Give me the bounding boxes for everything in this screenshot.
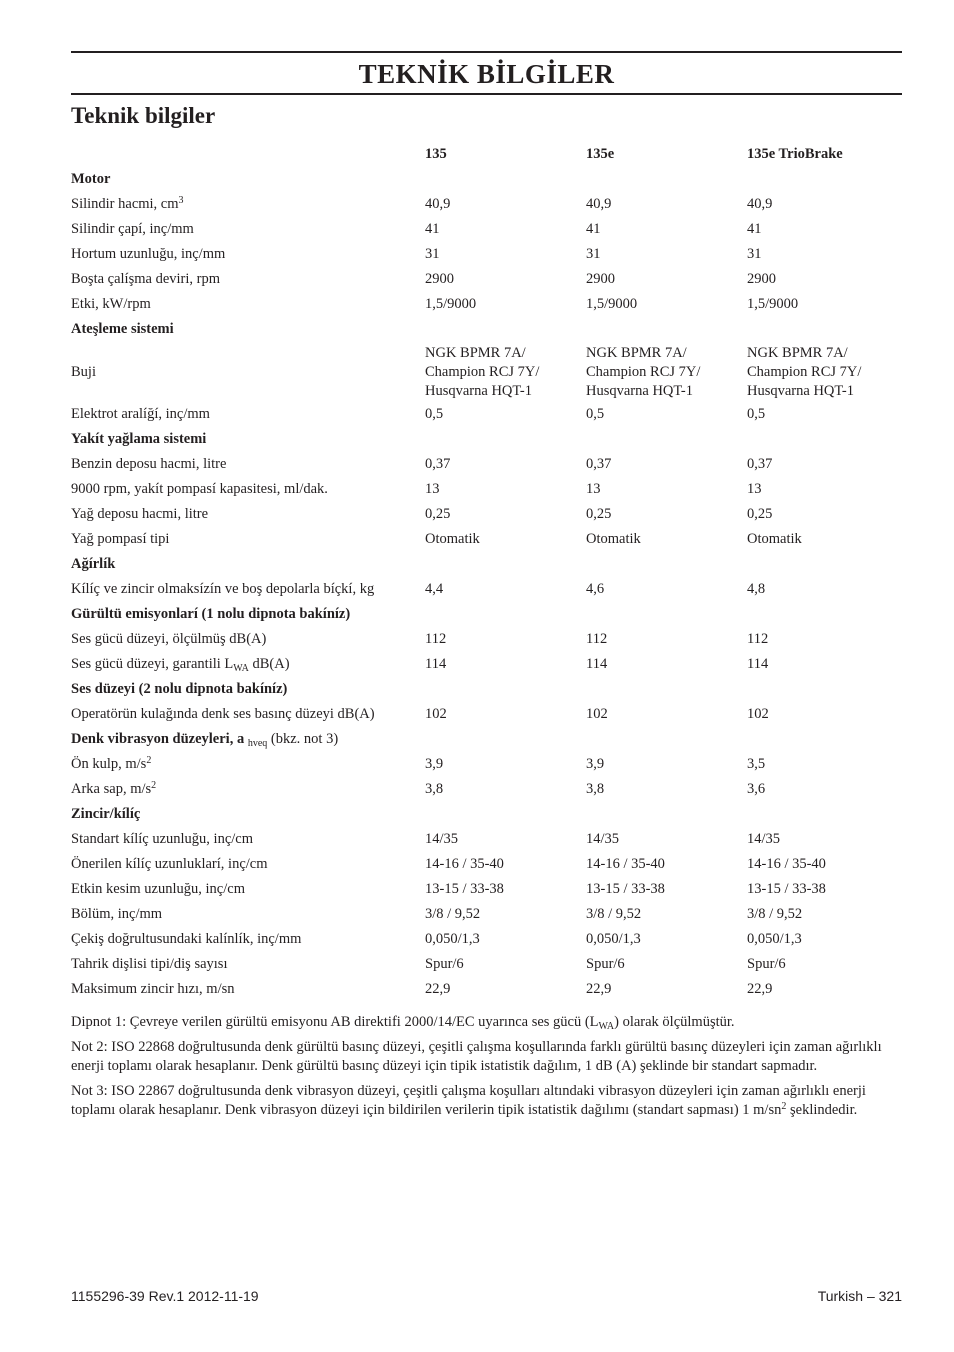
cell: 3/8 / 9,52 [747, 906, 803, 922]
cell: 2900 [747, 271, 776, 287]
cell: 102 [747, 706, 769, 722]
table-row [71, 577, 902, 602]
group-heading [71, 802, 902, 827]
footnote-text: Dipnot 1: Çevreye verilen gürültü emisyonu AB direktifi 2000/14/EC uyarınca ses gücü (L [71, 1014, 599, 1030]
row-label [71, 756, 425, 773]
table-row [71, 292, 902, 317]
table-row [71, 217, 902, 242]
cell: 112 [747, 631, 769, 647]
cell: 0,37 [747, 456, 773, 472]
group-heading [71, 317, 902, 342]
label-sup: 3 [178, 195, 184, 206]
cell: Otomatik [747, 531, 802, 547]
cell: 3,9 [586, 756, 605, 772]
group-title-tail: (bkz. not 3) [267, 730, 339, 747]
cell: 31 [586, 246, 601, 262]
group-heading [71, 602, 902, 627]
row-label: Operatörün kulağında denk ses basınç düzeyi dB(A) [71, 706, 375, 722]
cell: 0,5 [747, 406, 766, 422]
table-row [71, 902, 902, 927]
row-label: Önerilen kílíç uzunluklarí, inç/cm [71, 856, 268, 872]
row-label [71, 656, 425, 673]
cell: 22,9 [586, 981, 612, 997]
group-heading [71, 552, 902, 577]
row-label [71, 781, 425, 798]
group-title-sub: hveq [247, 737, 268, 749]
table-row [71, 627, 902, 652]
table-header-row [71, 142, 902, 167]
row-label: 9000 rpm, yakít pompasí kapasitesi, ml/dak. [71, 481, 328, 497]
table-row [71, 702, 902, 727]
cell: 112 [425, 631, 447, 647]
cell: 4,6 [586, 581, 605, 597]
table-row [71, 342, 902, 402]
cell: 3,9 [425, 756, 444, 772]
cell: 1,5/9000 [747, 296, 799, 312]
cell: 13-15 / 33-38 [586, 881, 665, 897]
cell: 40,9 [747, 196, 773, 212]
group-heading [71, 677, 902, 702]
cell: 14/35 [747, 831, 781, 847]
table-row [71, 752, 902, 777]
cell: NGK BPMR 7A/ Champion RCJ 7Y/ Husqvarna HQT-1 [425, 344, 540, 399]
table-row [71, 652, 902, 677]
cell: NGK BPMR 7A/ Champion RCJ 7Y/ Husqvarna HQT-1 [747, 344, 862, 399]
label-text: Ses gücü düzeyi, garantili L [71, 656, 234, 672]
row-label: Benzin deposu hacmi, litre [71, 456, 227, 472]
cell: NGK BPMR 7A/ Champion RCJ 7Y/ Husqvarna HQT-1 [586, 344, 701, 399]
table-row [71, 852, 902, 877]
cell: 2900 [586, 271, 615, 287]
cell: 40,9 [425, 196, 451, 212]
page-number: Turkish – 321 [817, 1288, 902, 1304]
row-label: Yağ deposu hacmi, litre [71, 506, 209, 522]
table-row [71, 402, 902, 427]
cell: 3,8 [586, 781, 605, 797]
table-row [71, 527, 902, 552]
table-row [71, 877, 902, 902]
cell: 3,6 [747, 781, 766, 797]
group-heading [71, 167, 902, 192]
cell: 0,37 [425, 456, 451, 472]
group-title [71, 731, 338, 749]
header-rule-top [71, 51, 902, 53]
column-header: 135 [425, 146, 447, 162]
footnote-2: Not 2: ISO 22868 doğrultusunda denk gürültü basınç düzeyi, çeşitli çalışma koşullarında farklı gürültü basınç düzeyleri için zaman ağırlıklı enerji toplamı olarak hesaplanır. Denk gürültü basınç düzeyi için tipik istatistik dağılım, 1 dB (A) şeklinde bir standart sapmadır. [71, 1039, 882, 1074]
table-row [71, 927, 902, 952]
row-label: Çekiş doğrultusundaki kalínlík, inç/mm [71, 931, 302, 947]
cell: 1,5/9000 [586, 296, 638, 312]
cell: 102 [586, 706, 608, 722]
table-row [71, 777, 902, 802]
cell: 31 [747, 246, 762, 262]
cell: 2900 [425, 271, 454, 287]
table-row [71, 977, 902, 1002]
document-id: 1155296-39 Rev.1 2012-11-19 [71, 1288, 259, 1304]
group-title-text: Denk vibrasyon düzeyleri, a [71, 730, 248, 747]
row-label: Bölüm, inç/mm [71, 906, 163, 922]
cell: 3/8 / 9,52 [586, 906, 642, 922]
cell: 14/35 [425, 831, 459, 847]
label-sup: 2 [146, 755, 152, 766]
cell: 41 [586, 221, 601, 237]
row-label [71, 196, 425, 213]
label-sub: WA [233, 663, 249, 674]
cell: 22,9 [425, 981, 451, 997]
group-heading [71, 427, 902, 452]
row-label: Kílíç ve zincir olmaksízín ve boş depolarla bíçkí, kg [71, 581, 375, 597]
cell: 14-16 / 35-40 [425, 856, 504, 872]
cell: 14-16 / 35-40 [747, 856, 826, 872]
cell: 13-15 / 33-38 [747, 881, 826, 897]
footnote-1 [71, 1013, 902, 1032]
cell: 13 [425, 481, 440, 497]
cell: 0,37 [586, 456, 612, 472]
cell: 3,8 [425, 781, 444, 797]
footnotes [71, 1013, 902, 1126]
row-label: Tahrik dişlisi tipi/diş sayısı [71, 956, 228, 972]
group-title: Gürültü emisyonlarí (1 nolu dipnota bakíníz) [71, 606, 351, 622]
footnote-text: şeklindedir. [786, 1102, 858, 1118]
table-row [71, 477, 902, 502]
table-row [71, 192, 902, 217]
cell: 0,25 [747, 506, 773, 522]
row-label: Etki, kW/rpm [71, 296, 151, 312]
cell: 13 [586, 481, 601, 497]
group-title: Ses düzeyi (2 nolu dipnota bakíníz) [71, 681, 288, 697]
footnote-text: ) olarak ölçülmüştür. [614, 1014, 735, 1030]
cell: 0,25 [425, 506, 451, 522]
table-row [71, 827, 902, 852]
cell: 114 [586, 656, 608, 672]
row-label: Standart kílíç uzunluğu, inç/cm [71, 831, 254, 847]
cell: 0,25 [586, 506, 612, 522]
row-label: Etkin kesim uzunluğu, inç/cm [71, 881, 245, 897]
cell: 14-16 / 35-40 [586, 856, 665, 872]
cell: 41 [425, 221, 440, 237]
footnote-3 [71, 1082, 902, 1120]
label-text: dB(A) [248, 656, 290, 672]
cell: 102 [425, 706, 447, 722]
spec-table [71, 142, 902, 1002]
column-header: 135e [586, 146, 615, 162]
cell: Otomatik [586, 531, 641, 547]
table-row [71, 242, 902, 267]
row-label: Silindir çapí, inç/mm [71, 221, 194, 237]
label-sup: 2 [151, 780, 157, 791]
label-text: Silindir hacmi, cm [71, 196, 179, 212]
cell: 0,5 [586, 406, 605, 422]
cell: 40,9 [586, 196, 612, 212]
label-text: Arka sap, m/s [71, 781, 152, 797]
group-title: Yakít yağlama sistemi [71, 431, 207, 447]
cell: Spur/6 [586, 956, 625, 972]
cell: 1,5/9000 [425, 296, 477, 312]
cell: 13 [747, 481, 762, 497]
table-row [71, 502, 902, 527]
row-label: Ses gücü düzeyi, ölçülmüş dB(A) [71, 631, 267, 647]
cell: 0,050/1,3 [586, 931, 641, 947]
cell: 0,5 [425, 406, 444, 422]
label-text: Ön kulp, m/s [71, 756, 147, 772]
cell: 22,9 [747, 981, 773, 997]
row-label: Boşta çalíşma deviri, rpm [71, 271, 220, 287]
table-row [71, 952, 902, 977]
cell: 31 [425, 246, 440, 262]
column-header: 135e TrioBrake [747, 146, 843, 162]
cell: Spur/6 [425, 956, 464, 972]
cell: 112 [586, 631, 608, 647]
cell: 14/35 [586, 831, 620, 847]
cell: 4,4 [425, 581, 444, 597]
row-label: Hortum uzunluğu, inç/mm [71, 246, 226, 262]
cell: 4,8 [747, 581, 766, 597]
table-row [71, 267, 902, 292]
row-label: Buji [71, 363, 96, 380]
page-title: TEKNİK BİLGİLER [358, 59, 615, 89]
row-label: Elektrot aralíğí, inç/mm [71, 406, 210, 422]
group-heading [71, 727, 902, 752]
cell: 3/8 / 9,52 [425, 906, 481, 922]
cell: 13-15 / 33-38 [425, 881, 504, 897]
header-rule-bottom [71, 93, 902, 95]
row-label: Maksimum zincir hızı, m/sn [71, 981, 235, 997]
cell: Otomatik [425, 531, 480, 547]
cell: 0,050/1,3 [425, 931, 480, 947]
cell: 3,5 [747, 756, 766, 772]
group-title: Zincir/kílíç [71, 806, 141, 822]
cell: 0,050/1,3 [747, 931, 802, 947]
footnote-sub: WA [598, 1021, 615, 1032]
cell: 114 [747, 656, 769, 672]
group-title: Ağírlík [71, 556, 116, 572]
row-label: Yağ pompasí tipi [71, 531, 170, 547]
table-row [71, 452, 902, 477]
group-title: Ateşleme sistemi [71, 321, 174, 337]
section-title: Teknik bilgiler [71, 103, 216, 128]
footnote-text: Not 3: ISO 22867 doğrultusunda denk vibrasyon düzeyi, çeşitli çalışma koşulları altındaki vibrasyon düzeyleri için zaman ağırlıklı enerji toplamı olarak hesaplanır. Denk vibrasyon düzeyi için bildirilen verilerin tipik istatistik dağılımı (standart sapması) 1 m/sn [71, 1083, 866, 1118]
cell: 41 [747, 221, 762, 237]
cell: 114 [425, 656, 447, 672]
footnote-sup: 2 [781, 1101, 787, 1112]
group-title: Motor [71, 171, 111, 187]
cell: Spur/6 [747, 956, 786, 972]
